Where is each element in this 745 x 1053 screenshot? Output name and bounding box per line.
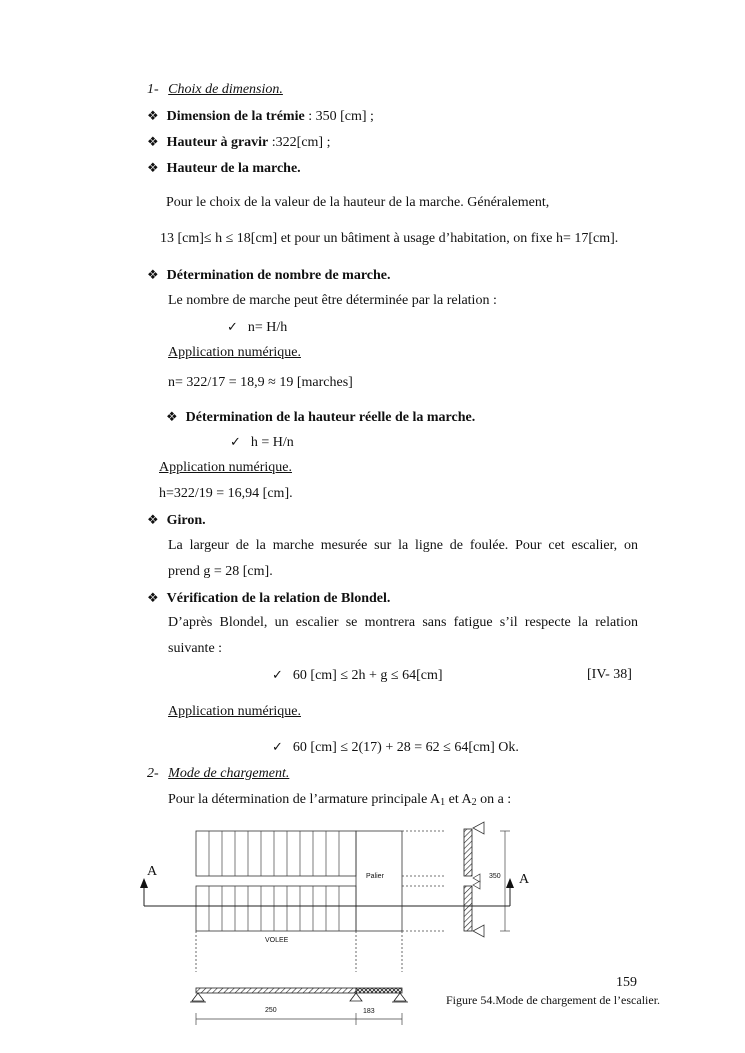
section-1-title: Choix de dimension. [168,82,283,97]
application-numerique-3: Application numérique. [168,704,301,719]
support-top-icon [473,822,484,834]
armature-text-post: on a : [476,792,512,807]
bullet-label: Détermination de nombre de marche. [166,268,391,283]
application-numerique-2: Application numérique. [159,460,292,475]
check-icon: ✓ [272,667,283,682]
check-icon: ✓ [230,434,241,449]
formula-text: h = H/n [250,435,294,450]
paragraph-blondel-line1: D’après Blondel, un escalier se montrera sans fatigue s’il respecte la relation [168,615,638,630]
bullet-label: Hauteur à gravir [166,135,269,150]
cut-label-right: A [519,872,530,887]
landing [356,831,402,931]
paragraph-intervalle-hauteur: 13 [cm]≤ h ≤ 18[cm] et pour un bâtiment à usage d’habitation, on fixe h= 17[cm]. [160,231,619,246]
formula-text: 60 [cm] ≤ 2h + g ≤ 64[cm] [292,668,443,683]
armature-text-mid: et A [445,792,472,807]
wall-upper [464,829,472,876]
section-2-title: Mode de chargement. [168,766,290,781]
wall-lower [464,886,472,931]
dimension-350-label: 350 [489,873,501,880]
paragraph-choix-hauteur: Pour le choix de la valeur de la hauteur de la marche. Généralement, [166,195,550,210]
formula-text: n= H/h [247,320,288,335]
paragraph-giron-line2: prend g = 28 [cm]. [168,564,273,579]
diamond-bullet-icon: ❖ [147,134,159,149]
diamond-bullet-icon: ❖ [147,590,159,605]
subscript-1: 1 [440,797,446,808]
beam-landing [356,988,402,993]
figure-caption: Figure 54.Mode de chargement de l’escalier. [446,993,661,1007]
support-mid-icon [350,993,362,1001]
diamond-bullet-icon: ❖ [147,512,159,527]
formula-text: 60 [cm] ≤ 2(17) + 28 = 62 ≤ 64[cm] Ok. [292,740,519,755]
dimension-250-label: 250 [265,1007,277,1014]
result-n: n= 322/17 = 18,9 ≈ 19 [marches] [168,375,353,390]
application-numerique-1: Application numérique. [168,345,301,360]
diamond-bullet-icon: ❖ [147,160,159,175]
diamond-bullet-icon: ❖ [166,409,178,424]
dimension-183-label: 183 [363,1008,375,1015]
bullet-label: Dimension de la trémie [166,109,305,124]
support-left-icon [192,993,204,1001]
subscript-2: 2 [471,797,477,808]
loading-diagram [190,988,408,1025]
volee-label: VOLEE [265,937,289,944]
paragraph-giron-line1: La largeur de la marche mesurée sur la ligne de foulée. Pour cet escalier, on [168,538,638,553]
equation-reference: [IV- 38] [587,667,632,682]
support-bottom-icon [473,925,484,937]
paragraph-blondel-line2: suivante : [168,641,223,656]
cut-label-left: A [147,864,158,879]
bullet-label: Vérification de la relation de Blondel. [166,591,391,606]
bullet-value: : 350 [cm] ; [304,109,374,124]
diamond-bullet-icon: ❖ [147,267,159,282]
section-arrow-right-icon [506,878,514,888]
check-icon: ✓ [272,739,283,754]
bullet-value: :322[cm] ; [268,135,331,150]
bullet-label: Giron. [166,513,206,528]
diamond-bullet-icon: ❖ [147,108,159,123]
bullet-label: Hauteur de la marche. [166,161,301,176]
page-number: 159 [616,975,637,990]
section-2-number: 2- [147,766,159,781]
section-1-number: 1- [147,82,159,97]
result-h: h=322/19 = 16,94 [cm]. [159,486,293,501]
upper-flight [196,831,356,876]
paragraph-relation: Le nombre de marche peut être déterminée par la relation : [168,293,497,308]
stair-plan [140,822,514,972]
armature-text-pre: Pour la détermination de l’armature principale A [168,792,441,807]
bullet-label: Détermination de la hauteur réelle de la marche. [185,410,476,425]
beam-flight [196,988,356,993]
check-icon: ✓ [227,319,238,334]
palier-label: Palier [366,873,384,880]
lower-flight [196,886,356,931]
support-right-icon [394,993,406,1001]
